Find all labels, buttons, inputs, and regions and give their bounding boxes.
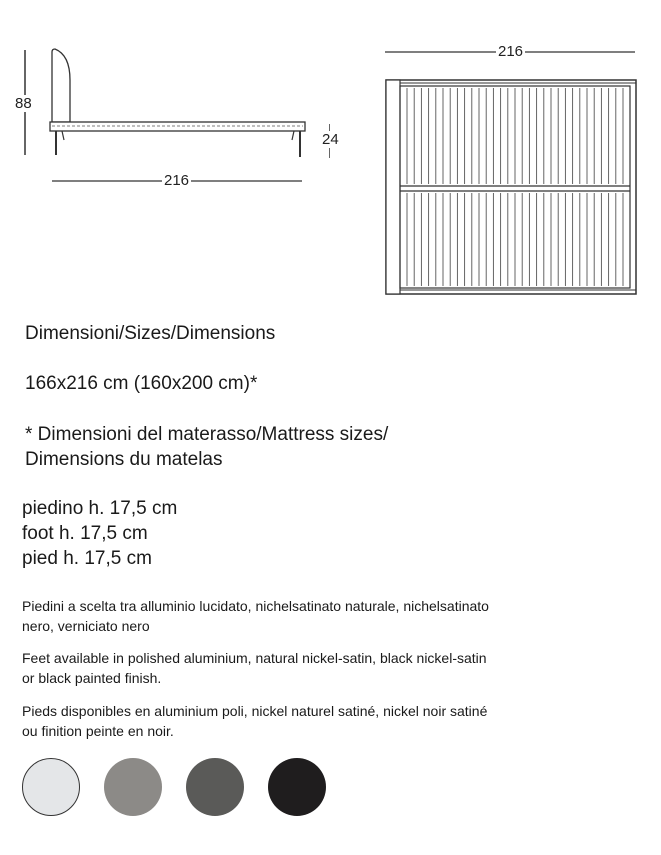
top-length-label: 216 bbox=[498, 43, 524, 60]
swatch-black-painted bbox=[268, 758, 326, 816]
foot-height-list bbox=[22, 496, 177, 571]
swatch-natural-nickel-satin bbox=[104, 758, 162, 816]
top-view-drawing bbox=[380, 40, 640, 300]
swatch-black-nickel-satin bbox=[186, 758, 244, 816]
finish-text-fr: Pieds disponibles en aluminium poli, nickel naturel satiné, nickel noir satiné ou finition peinte en noir. bbox=[22, 703, 488, 739]
bed-outline bbox=[386, 80, 636, 294]
foot-height-fr: pied h. 17,5 cm bbox=[22, 548, 152, 569]
foot-height-en: foot h. 17,5 cm bbox=[22, 523, 148, 544]
finish-text-it: Piedini a scelta tra alluminio lucidato, nichelsatinato naturale, nichelsatinato nero, verniciato nero bbox=[22, 598, 489, 634]
dimensions-title: Dimensioni/Sizes/Dimensions bbox=[25, 323, 276, 344]
mattress-note: * Dimensioni del materasso/Mattress sizes/ Dimensions du matelas bbox=[25, 424, 389, 470]
finish-text-en: Feet available in polished aluminium, natural nickel-satin, black nickel-satin or black painted finish. bbox=[22, 650, 487, 686]
swatch-polished-aluminium bbox=[22, 758, 80, 816]
headboard bbox=[52, 49, 70, 122]
foot-height-it: piedino h. 17,5 cm bbox=[22, 498, 178, 519]
bed-size: 166x216 cm (160x200 cm)* bbox=[25, 373, 258, 394]
side-foot-height-label: 24 bbox=[322, 131, 339, 148]
side-height-label: 88 bbox=[15, 95, 32, 112]
bed-base bbox=[50, 122, 305, 131]
side-view-drawing bbox=[0, 0, 330, 200]
side-length-label: 216 bbox=[164, 172, 190, 189]
